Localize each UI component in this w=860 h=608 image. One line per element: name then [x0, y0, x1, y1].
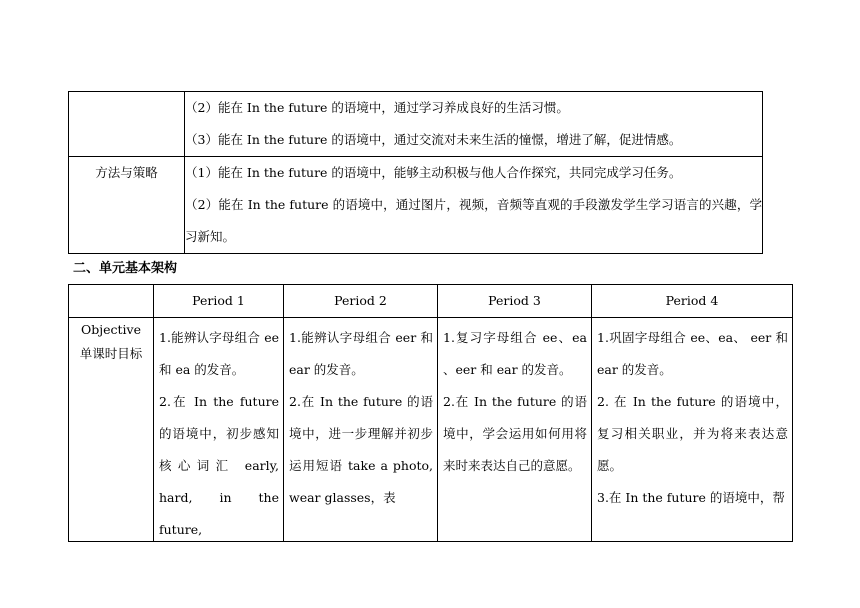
objective-item: （1）能在 In the future 的语境中，能够主动积极与他人合作探究，共同完成学习任务。 — [185, 165, 682, 180]
objective-item: （3）能在 In the future 的语境中，通过交流对未来生活的憧憬，增进了解，促进情感。 — [185, 132, 682, 147]
objective-text: 1.能辨认字母组合 eer 和 ear 的发音。 — [289, 330, 433, 377]
row-label — [69, 92, 185, 157]
period-3-cell — [438, 318, 592, 542]
header-period-2: Period 2 — [284, 285, 438, 318]
header-period-1: Period 1 — [154, 285, 284, 318]
objective-text: 2.在 In the future 的语境中，进一步理解并初步运用短语 take a photo, wear glasses，表 — [289, 394, 433, 505]
header-cell-empty — [69, 285, 154, 318]
header-period-4: Period 4 — [592, 285, 793, 318]
objective-item: （2）能在 In the future 的语境中，通过学习养成良好的生活习惯。 — [185, 100, 569, 115]
table-row — [69, 157, 763, 254]
objectives-table — [68, 91, 763, 254]
period-2-cell — [284, 318, 438, 542]
table-header-row — [69, 285, 793, 318]
objective-text: 2.在 In the future 的语境中，学会运用如何用将来时来表达自己的意愿。 — [443, 394, 587, 473]
row-label: 方法与策略 — [69, 157, 185, 254]
row-content — [185, 157, 763, 254]
objective-text: 1.复习字母组合 ee、ea 、eer 和 ear 的发音。 — [443, 330, 587, 377]
section-title: 二、单元基本架构 — [73, 261, 178, 276]
objective-text: 3.在 In the future 的语境中，帮 — [597, 490, 785, 505]
table-row — [69, 318, 793, 542]
objective-label — [69, 318, 154, 542]
objective-text: 2.在 In the future 的语境中，初步感知核心词汇 early, hard, in the future, — [159, 394, 279, 537]
objective-item: （2）能在 In the future 的语境中，通过图片，视频，音频等直观的手段激发学生学习语言的兴趣，学习新知。 — [185, 197, 762, 244]
table-row — [69, 92, 763, 157]
period-1-cell — [154, 318, 284, 542]
row-content — [185, 92, 763, 157]
objective-text: 1.巩固字母组合 ee、ea、 eer 和 ear 的发音。 — [597, 330, 788, 377]
header-period-3: Period 3 — [438, 285, 592, 318]
period-4-cell — [592, 318, 793, 542]
objective-text: 2. 在 In the future 的语境中，复习相关职业，并为将来表达意愿。 — [597, 394, 788, 473]
objective-text: 1.能辨认字母组合 ee 和 ea 的发音。 — [159, 330, 279, 377]
objective-label-en: Objective — [80, 322, 141, 337]
objective-label-cn: 单课时目标 — [79, 346, 143, 361]
unit-structure-table — [68, 284, 793, 542]
